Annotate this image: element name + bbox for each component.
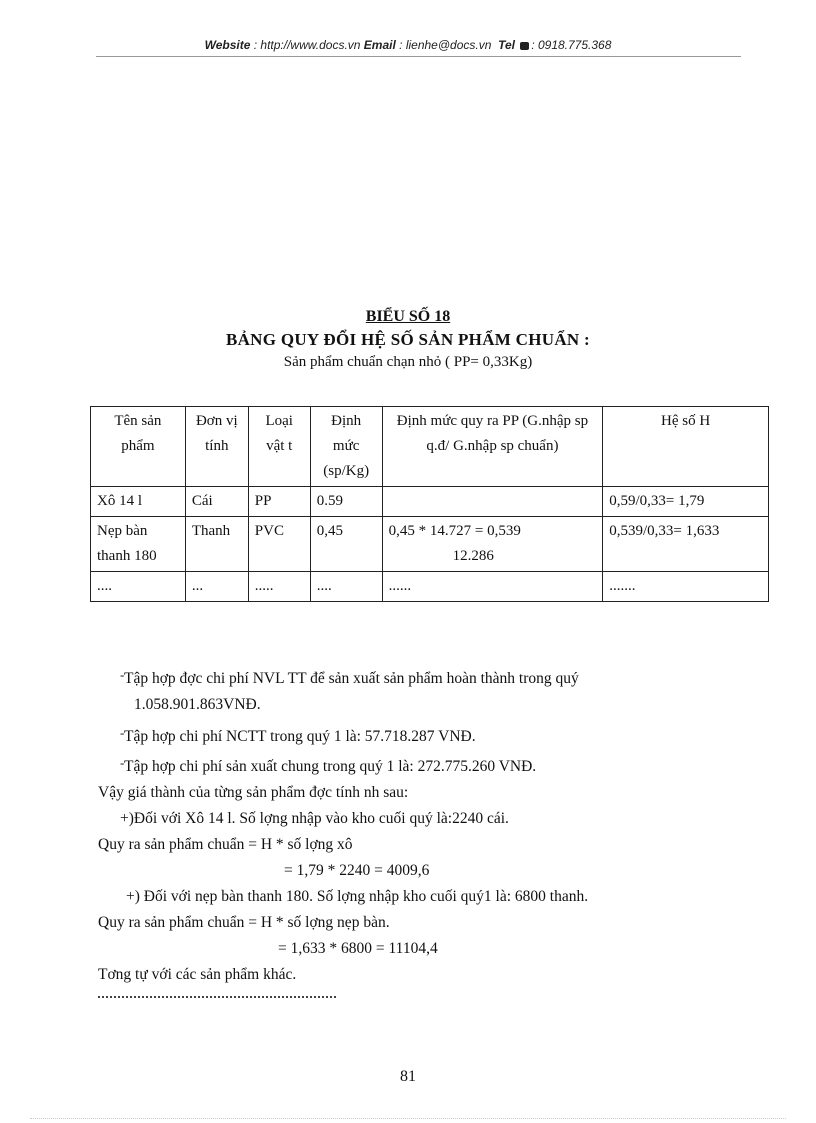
paragraph: +) Đối với nẹp bàn thanh 180. Số lợng nhập kho cuối quý1 là: 6800 thanh. (126, 888, 589, 905)
cell-don-vi: Thanh (185, 517, 248, 572)
form-number: BIỂU SỐ 18 (365, 308, 451, 325)
page-number: 81 (400, 1068, 416, 1085)
cell-loai: ..... (248, 572, 310, 602)
cell-ten: Nẹp bàn thanh 180 (91, 517, 186, 572)
table-title: BẢNG QUY ĐỔI HỆ SỐ SẢN PHẨM CHUẨN : (225, 330, 591, 349)
cell-he-so: 0,59/0,33= 1,79 (603, 487, 769, 517)
cell-he-so: 0,539/0,33= 1,633 (603, 517, 769, 572)
cell-don-vi: ... (185, 572, 248, 602)
cell-quy (382, 487, 603, 517)
title-block (0, 308, 816, 371)
phone-icon (520, 42, 529, 50)
paragraph: Quy ra sản phẩm chuẩn = H * số lợng xô (98, 836, 353, 853)
header-divider (96, 56, 741, 57)
cell-don-vi: Cái (185, 487, 248, 517)
cell-quy (382, 517, 603, 572)
bullet-item: - Tập hợp chi phí sản xuất chung trong quý 1 là: 272.775.260 VNĐ. (98, 754, 748, 780)
cell-loai: PP (248, 487, 310, 517)
header-dinh-muc: Định mức (sp/Kg) (310, 407, 382, 487)
header-he-so: Hệ số H (603, 407, 769, 487)
cell-ten: Xô 14 l (91, 487, 186, 517)
cell-loai: PVC (248, 517, 310, 572)
email-label: Email (363, 38, 396, 52)
dotted-line (98, 996, 336, 998)
header-don-vi: Đơn vị tính (185, 407, 248, 487)
email-value: : lienhe@docs.vn (399, 38, 492, 52)
tel-label: Tel (498, 38, 515, 52)
table-row (91, 487, 769, 517)
conversion-table (90, 406, 769, 602)
paragraph: Vậy giá thành của từng sản phẩm đợc tính nh sau: (98, 784, 409, 801)
bullet-item: - Tập hợp đợc chi phí NVL TT để sản xuất sản phẩm hoàn thành trong quý (98, 666, 748, 692)
cell-quy-line2: 12.286 (452, 548, 494, 564)
body-text (98, 666, 748, 988)
table-subtitle: Sản phẩm chuẩn chạn nhỏ ( PP= 0,33Kg) (283, 354, 533, 370)
table-header-row (91, 407, 769, 487)
header-loai: Loại vật t (248, 407, 310, 487)
paragraph: Quy ra sản phẩm chuẩn = H * số lợng nẹp bàn. (98, 914, 390, 931)
cell-dinh-muc: .... (310, 572, 382, 602)
paragraph: = 1,79 * 2240 = 4009,6 (284, 862, 430, 879)
header-dinh-muc-quy: Định mức quy ra PP (G.nhập sp q.đ/ G.nhập sp chuẩn) (382, 407, 603, 487)
tel-value: : 0918.775.368 (531, 38, 612, 52)
table-row (91, 517, 769, 572)
paragraph: Tơng tự với các sản phẩm khác. (98, 966, 297, 983)
website-label: Website (204, 38, 251, 52)
cell-ten: .... (91, 572, 186, 602)
cell-quy-line1: 0,45 * 14.727 = 0,539 (388, 523, 521, 539)
table-row (91, 572, 769, 602)
website-value: : http://www.docs.vn (253, 38, 361, 52)
footer-divider (30, 1118, 786, 1119)
paragraph: = 1,633 * 6800 = 11104,4 (278, 940, 438, 957)
bullet-continuation: 1.058.901.863VNĐ. (134, 696, 261, 713)
cell-quy: ...... (382, 572, 603, 602)
cell-he-so: ....... (603, 572, 769, 602)
page-header (0, 38, 816, 52)
header-ten: Tên sản phẩm (91, 407, 186, 487)
paragraph: +)Đối với Xô 14 l. Số lợng nhập vào kho cuối quý là:2240 cái. (120, 810, 509, 827)
cell-dinh-muc: 0,45 (310, 517, 382, 572)
cell-dinh-muc: 0.59 (310, 487, 382, 517)
bullet-item: - Tập hợp chi phí NCTT trong quý 1 là: 57.718.287 VNĐ. (98, 724, 748, 750)
